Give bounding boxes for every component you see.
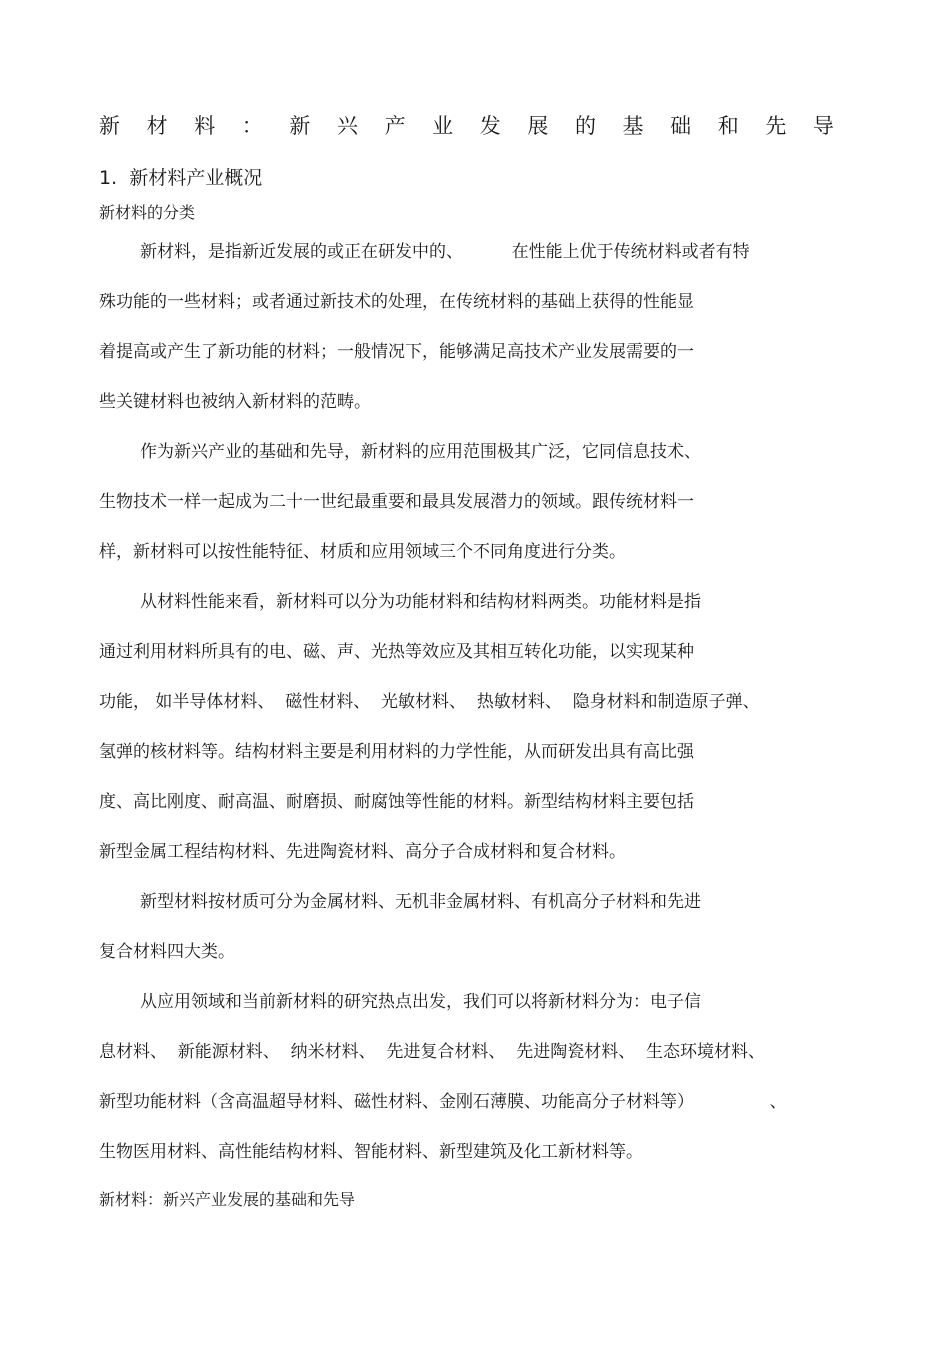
body-line: 息材料、 新能源材料、 纳米材料、 先进复合材料、 先进陶瓷材料、 生态环境材料、 [99,1042,766,1062]
title-char: 兴 [336,114,358,138]
body-line: 新型金属工程结构材料、先进陶瓷材料、高分子合成材料和复合材料。 [99,842,626,862]
title-char: 材 [146,114,168,138]
body-line: 从应用领域和当前新材料的研究热点出发，我们可以将新材料分为：电子信 [140,992,701,1012]
title-char: 新 [99,114,120,138]
title-char: 展 [527,114,549,138]
subsection-heading: 新材料的分类 [99,203,196,222]
title-char: ： [241,114,263,138]
body-line: 新材料，是指新近发展的或正在研发中的、 在性能上优于传统材料或者有特 [140,242,750,262]
body-line: 新型材料按材质可分为金属材料、无机非金属材料、有机高分子材料和先进 [140,892,701,912]
title-char: 发 [479,114,501,138]
body-line: 度、高比刚度、耐高温、耐磨损、耐腐蚀等性能的材料。新型结构材料主要包括 [99,792,694,812]
body-line: 样，新材料可以按性能特征、材质和应用领域三个不同角度进行分类。 [99,542,626,562]
title-char: 的 [574,114,596,138]
body-line: 作为新兴产业的基础和先导，新材料的应用范围极其广泛，它同信息技术、 [140,442,701,462]
body-line: 通过利用材料所具有的电、磁、声、光热等效应及其相互转化功能，以实现某种 [99,642,694,662]
body-line: 功能， 如半导体材料、 磁性材料、 光敏材料、 热敏材料、 隐身材料和制造原子弹、 [99,692,760,712]
body-line: 新型功能材料（含高温超导材料、磁性材料、金刚石薄膜、功能高分子材料等） 、 [99,1092,787,1112]
body-line: 殊功能的一些材料；或者通过新技术的处理，在传统材料的基础上获得的性能显 [99,292,694,312]
body-line: 复合材料四大类。 [99,942,235,962]
title-char: 础 [670,114,692,138]
document-title [99,113,834,139]
title-char: 先 [765,114,787,138]
body-line: 氢弹的核材料等。结构材料主要是利用材料的力学性能，从而研发出具有高比强 [99,742,694,762]
body-line: 些关键材料也被纳入新材料的范畴。 [99,392,371,412]
title-char: 基 [622,114,644,138]
title-char: 新 [289,114,311,138]
page-footer: 新材料：新兴产业发展的基础和先导 [99,1190,356,1209]
title-char: 产 [384,114,406,138]
section-heading: 1. 新材料产业概况 [99,167,263,189]
title-char: 业 [432,114,454,138]
body-line: 生物医用材料、高性能结构材料、智能材料、新型建筑及化工新材料等。 [99,1142,643,1162]
body-line: 生物技术一样一起成为二十一世纪最重要和最具发展潜力的领域。跟传统材料一 [99,492,694,512]
body-line: 着提高或产生了新功能的材料；一般情况下，能够满足高技术产业发展需要的一 [99,342,694,362]
title-char: 和 [717,114,739,138]
title-char: 料 [194,114,216,138]
title-char: 导 [812,114,834,138]
body-line: 从材料性能来看，新材料可以分为功能材料和结构材料两类。功能材料是指 [140,592,701,612]
